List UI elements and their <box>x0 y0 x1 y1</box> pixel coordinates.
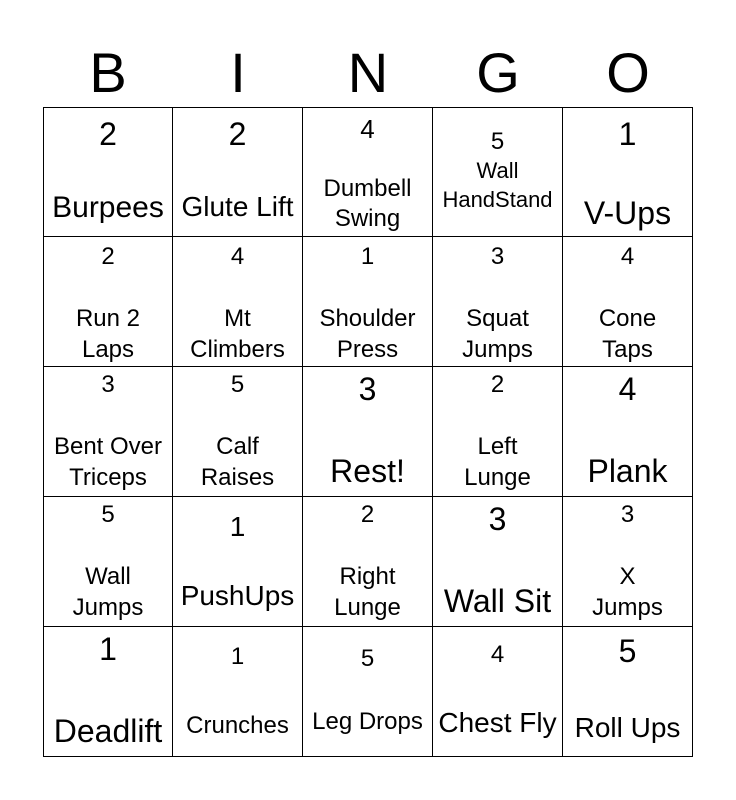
bingo-cell[interactable] <box>433 367 563 497</box>
cell-number: 5 <box>101 501 115 528</box>
cell-label: Wall HandStand <box>442 158 553 212</box>
bingo-cell[interactable] <box>44 497 173 627</box>
cell-label: V-Ups <box>583 195 672 231</box>
cell-number: 4 <box>618 371 637 407</box>
cell-number: 2 <box>101 243 115 270</box>
cell-label: Shoulder Press <box>319 305 416 363</box>
cell-number: 1 <box>99 631 117 667</box>
cell-number: 1 <box>618 116 637 152</box>
bingo-cell[interactable] <box>433 237 563 367</box>
cell-label: Calf Raises <box>200 433 275 491</box>
cell-number: 2 <box>99 116 117 152</box>
cell-label: Burpees <box>52 191 164 224</box>
cell-label: Crunches <box>186 712 289 739</box>
cell-number: 1 <box>229 511 246 542</box>
bingo-board <box>43 107 693 757</box>
bingo-cell[interactable] <box>44 237 173 367</box>
bingo-cell[interactable] <box>173 497 303 627</box>
bingo-cell[interactable] <box>173 237 303 367</box>
cell-number: 3 <box>488 501 507 537</box>
header-letter-i: I <box>230 41 246 104</box>
cell-number: 4 <box>360 114 375 144</box>
cell-label: Right Lunge <box>334 563 401 621</box>
cell-label: Rest! <box>330 453 405 489</box>
cell-number: 4 <box>230 243 245 270</box>
bingo-cell[interactable] <box>44 627 173 757</box>
bingo-cell[interactable] <box>173 367 303 497</box>
cell-label: Glute Lift <box>181 191 294 222</box>
bingo-cell[interactable] <box>173 108 303 237</box>
cell-label: PushUps <box>180 580 295 611</box>
cell-label: Plank <box>587 453 668 489</box>
cell-label: Mt Climbers <box>190 305 285 363</box>
cell-number: 2 <box>490 371 505 398</box>
bingo-cell[interactable] <box>433 497 563 627</box>
cell-label: Run 2 Laps <box>75 305 141 363</box>
bingo-header <box>43 40 693 106</box>
header-letter-o: O <box>606 41 650 104</box>
bingo-cell[interactable] <box>44 108 173 237</box>
bingo-cell[interactable] <box>303 108 433 237</box>
cell-number: 4 <box>490 641 505 668</box>
cell-number: 5 <box>230 371 245 398</box>
cell-label: Wall Jumps <box>72 563 144 621</box>
bingo-cell[interactable] <box>433 627 563 757</box>
cell-label: Left Lunge <box>464 433 531 491</box>
bingo-cell[interactable] <box>563 627 693 757</box>
bingo-cell[interactable] <box>173 627 303 757</box>
bingo-cell[interactable] <box>433 108 563 237</box>
header-letter-g: G <box>476 41 520 104</box>
cell-label: Roll Ups <box>574 712 681 743</box>
cell-label: Leg Drops <box>312 708 423 735</box>
bingo-cell[interactable] <box>563 497 693 627</box>
cell-label: X Jumps <box>592 563 663 621</box>
bingo-cell[interactable] <box>303 367 433 497</box>
cell-number: 4 <box>620 243 635 270</box>
cell-label: Squat Jumps <box>462 305 533 363</box>
cell-number: 2 <box>360 501 375 528</box>
cell-label: Dumbell Swing <box>323 175 412 232</box>
cell-number: 5 <box>360 645 375 672</box>
bingo-cell[interactable] <box>563 367 693 497</box>
cell-number: 3 <box>620 501 635 528</box>
bingo-cell[interactable] <box>303 237 433 367</box>
cell-label: Bent Over Triceps <box>53 433 163 491</box>
cell-label: Wall Sit <box>443 583 552 619</box>
cell-number: 2 <box>228 116 247 152</box>
header-letter-n: N <box>347 41 389 104</box>
bingo-cell[interactable] <box>303 627 433 757</box>
cell-label: Cone Taps <box>598 305 657 363</box>
bingo-cell[interactable] <box>563 108 693 237</box>
cell-number: 3 <box>358 371 377 407</box>
header-letter-b: B <box>89 41 127 104</box>
bingo-cell[interactable] <box>303 497 433 627</box>
cell-label: Deadlift <box>53 713 163 749</box>
cell-number: 1 <box>230 643 245 670</box>
cell-number: 5 <box>618 633 637 669</box>
cell-label: Chest Fly <box>438 707 557 738</box>
cell-number: 5 <box>490 128 505 155</box>
bingo-cell[interactable] <box>563 237 693 367</box>
bingo-cell[interactable] <box>44 367 173 497</box>
cell-number: 3 <box>101 371 115 398</box>
cell-number: 3 <box>490 243 505 270</box>
cell-number: 1 <box>360 243 375 270</box>
